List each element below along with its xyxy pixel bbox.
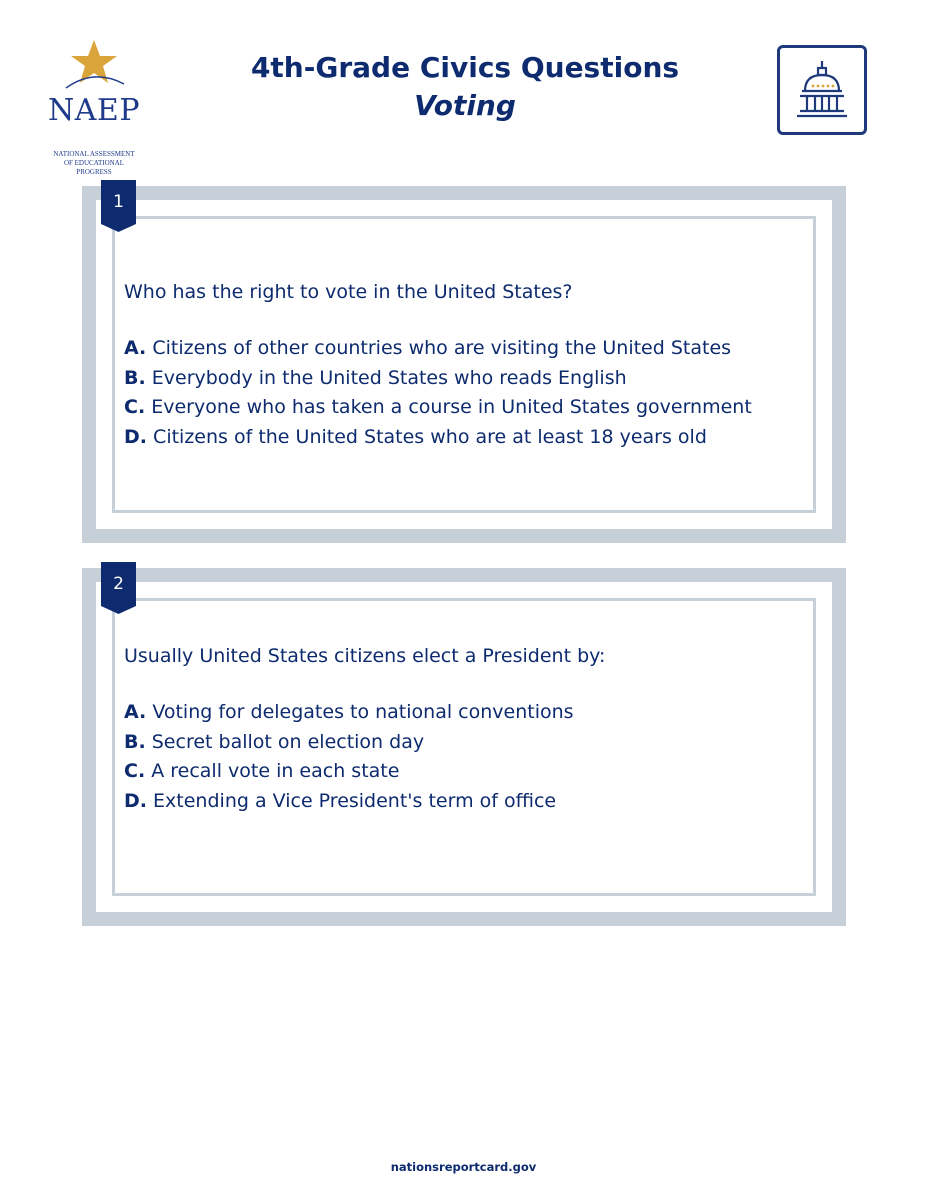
- choice-item: [124, 423, 752, 453]
- logo-subtitle: [46, 150, 142, 177]
- question-number: 1: [113, 192, 124, 212]
- choice-letter: A.: [124, 701, 147, 723]
- choice-letter: B.: [124, 730, 146, 753]
- choice-item: [124, 364, 752, 394]
- choice-text: Citizens of other countries who are visiting the United States: [152, 337, 732, 359]
- choice-text: Citizens of the United States who are at least 18 years old: [153, 425, 707, 448]
- choice-letter: C.: [124, 396, 146, 418]
- question-prompt: Usually United States citizens elect a President by:: [124, 645, 606, 667]
- naep-logo: [46, 38, 142, 176]
- choice-list: [124, 334, 752, 452]
- choice-item: [124, 393, 752, 423]
- question-number-badge: [101, 180, 136, 232]
- logo-wordmark: NAEP: [48, 93, 140, 128]
- question-card: [82, 568, 846, 926]
- choice-text: A recall vote in each state: [151, 760, 400, 782]
- choice-item: [124, 698, 574, 728]
- choice-text: Secret ballot on election day: [151, 730, 425, 753]
- question-card: [82, 186, 846, 543]
- choice-list: [124, 698, 574, 816]
- question-number: 2: [113, 574, 124, 594]
- choice-text: Extending a Vice President's term of office: [153, 789, 557, 812]
- page-title: 4th-Grade Civics Questions: [250, 51, 680, 84]
- page-subtitle: Voting: [414, 89, 516, 122]
- choice-text: Everybody in the United States who reads English: [151, 366, 627, 389]
- star-icon: [46, 38, 142, 98]
- choice-item: [124, 728, 574, 758]
- choice-letter: D.: [124, 425, 147, 448]
- footer-url[interactable]: nationsreportcard.gov: [390, 1160, 537, 1174]
- capitol-building-icon: [785, 53, 859, 127]
- logo-line: PROGRESS: [76, 168, 112, 176]
- logo-line: OF EDUCATIONAL: [63, 159, 125, 167]
- choice-text: Everyone who has taken a course in United States government: [151, 396, 752, 418]
- choice-letter: A.: [124, 337, 147, 359]
- choice-item: [124, 334, 752, 364]
- question-number-badge: [101, 562, 136, 614]
- choice-letter: C.: [124, 760, 146, 782]
- capitol-badge: [777, 45, 867, 135]
- choice-text: Voting for delegates to national conventions: [152, 701, 574, 723]
- choice-item: [124, 787, 574, 817]
- question-prompt: Who has the right to vote in the United States?: [124, 281, 573, 303]
- choice-letter: D.: [124, 789, 147, 812]
- choice-item: [124, 757, 574, 787]
- title-block: [190, 50, 740, 126]
- logo-line: NATIONAL ASSESSMENT: [53, 150, 135, 158]
- choice-letter: B.: [124, 366, 146, 389]
